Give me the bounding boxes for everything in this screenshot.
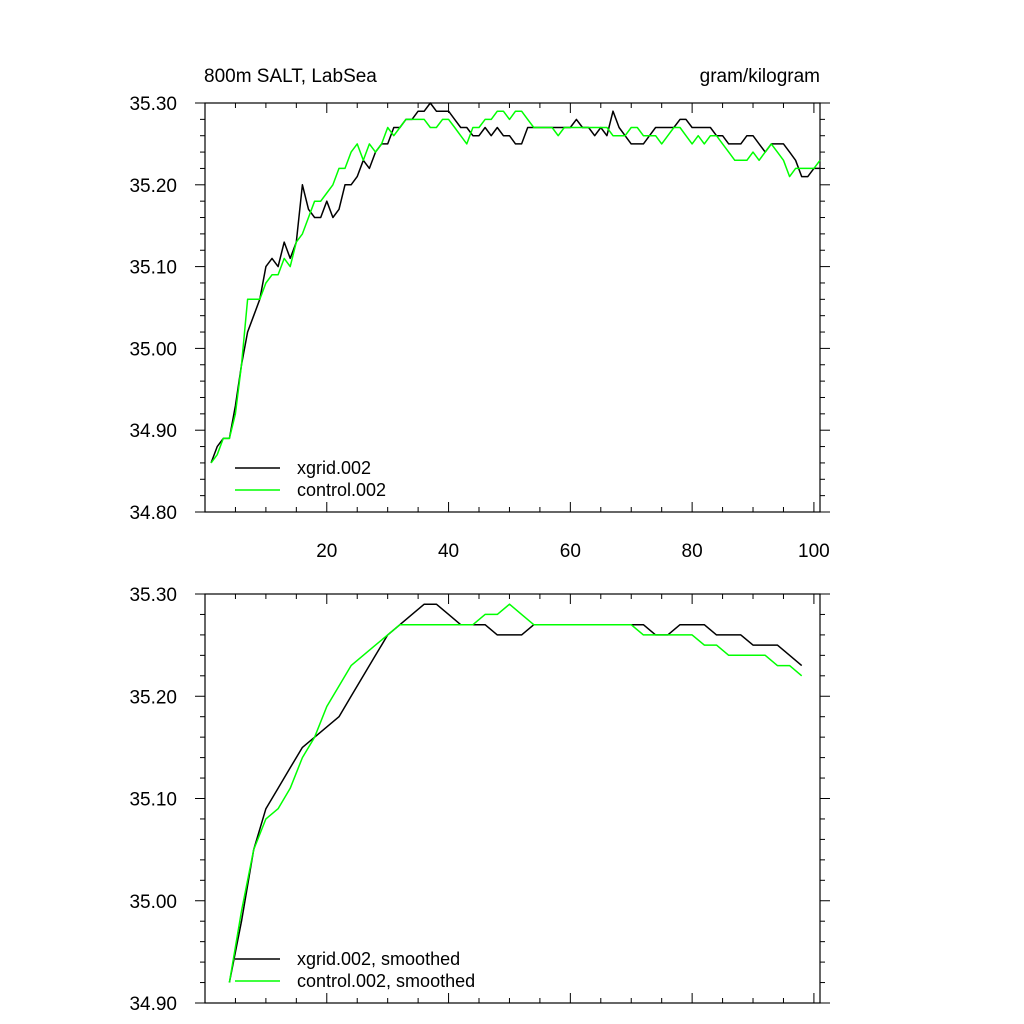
- legend-label-0: xgrid.002, smoothed: [297, 949, 461, 969]
- x-tick-label: 80: [681, 541, 703, 562]
- top-y-tick-labels: [129, 94, 177, 524]
- y-tick-label: 35.30: [129, 585, 177, 606]
- top-panel: [129, 66, 830, 562]
- y-tick-label: 35.10: [129, 789, 177, 811]
- x-tick-label: 40: [437, 541, 460, 562]
- legend-label-0: xgrid.002: [297, 458, 372, 478]
- legend-label-1: control.002: [297, 480, 387, 500]
- top-ticks: [195, 103, 830, 512]
- legend-label-1: control.002, smoothed: [297, 971, 476, 991]
- x-tick-label: 100: [798, 541, 830, 562]
- top-title-left: 800m SALT, LabSea: [204, 66, 377, 87]
- x-tick-label: 20: [316, 541, 338, 562]
- bottom-y-tick-labels: [129, 585, 177, 1015]
- top-title-right: gram/kilogram: [699, 66, 820, 87]
- y-tick-label: 35.30: [129, 94, 177, 115]
- series-line-1: [211, 111, 820, 463]
- y-tick-label: 35.00: [129, 339, 177, 361]
- y-tick-label: 35.00: [129, 891, 177, 913]
- x-tick-label: 60: [559, 541, 581, 562]
- top-x-tick-labels: [316, 541, 830, 562]
- top-legend: [235, 458, 386, 500]
- y-tick-label: 34.90: [129, 421, 177, 443]
- series-line-0: [211, 103, 820, 463]
- bottom-panel: [129, 585, 830, 1015]
- series-line-0: [229, 604, 801, 982]
- bottom-series: [229, 604, 801, 982]
- bottom-legend: [235, 949, 475, 991]
- y-tick-label: 35.10: [129, 257, 177, 279]
- y-tick-label: 35.20: [129, 687, 177, 709]
- top-plot-frame: [205, 103, 820, 512]
- y-tick-label: 35.20: [129, 175, 177, 197]
- y-tick-label: 34.80: [129, 503, 177, 524]
- series-line-1: [229, 604, 801, 982]
- y-tick-label: 34.90: [129, 994, 177, 1015]
- top-series: [211, 103, 820, 463]
